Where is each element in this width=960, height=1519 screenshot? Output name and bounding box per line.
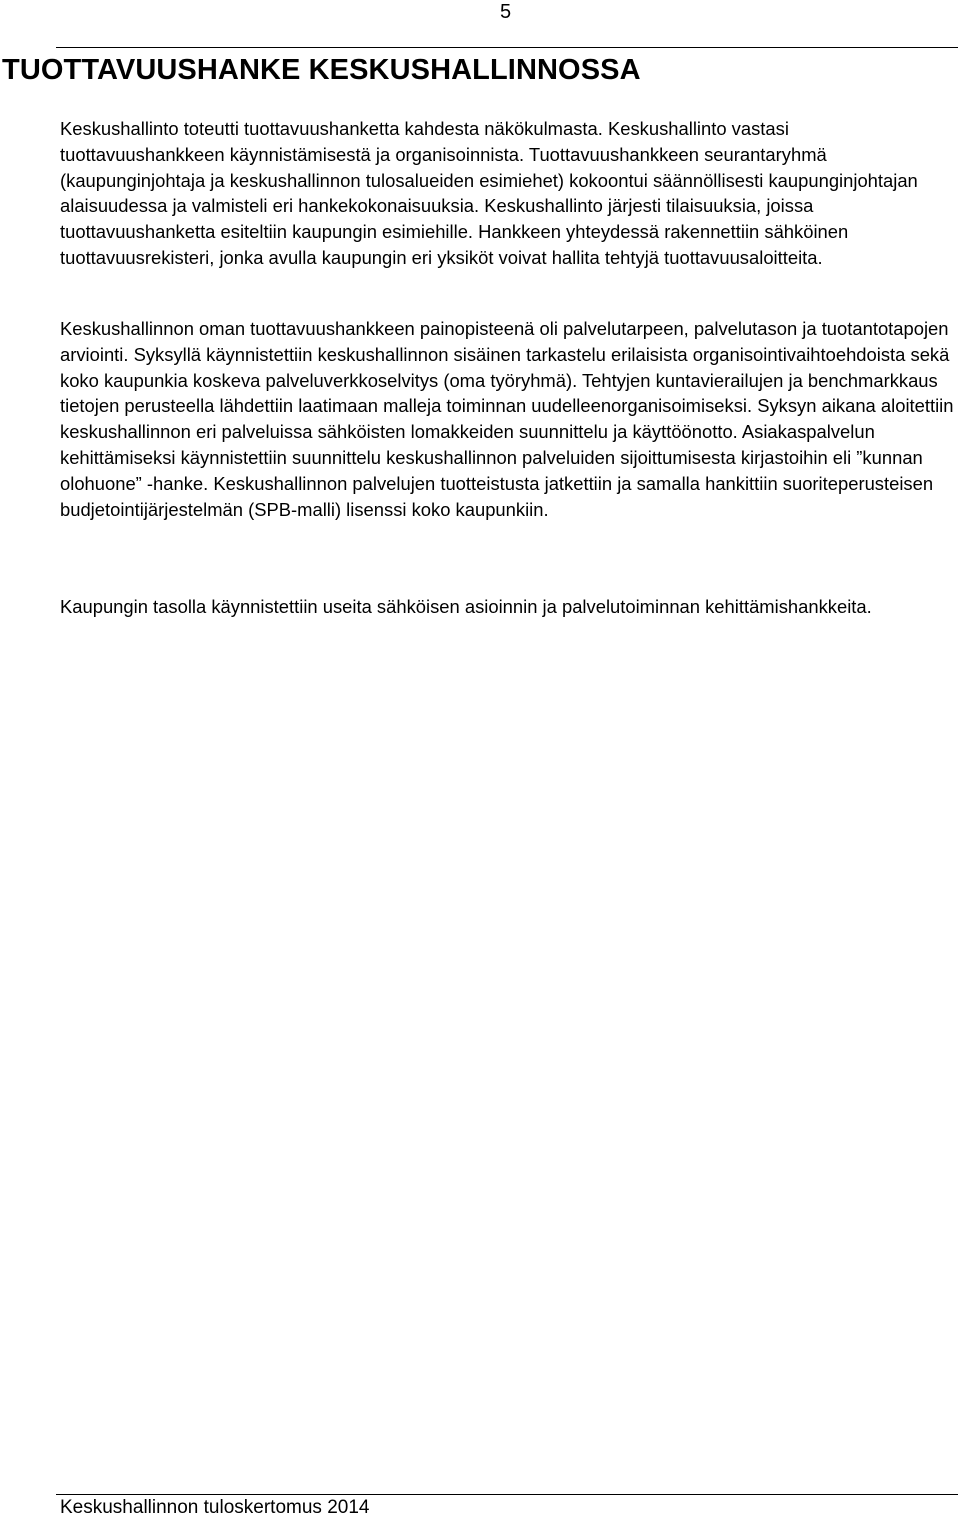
paragraph-text: Keskushallinto toteutti tuottavuushanketta kahdesta näkökulmasta. Keskushallinto vastasi tuottavuushankkeen käynnistämisestä ja organisoinnista. Tuottavuushankkeen seurantaryhmä (kaupunginjohtaja ja keskushallinnon tulosalueiden esimiehet) kokoontui säännöllisesti kaupunginjohtajan alaisuudessa ja valmisteli eri hankekokonaisuuksia. Keskushallinto järjesti tilaisuuksia, joissa tuottavuushanketta esiteltiin kaupungin esimiehille. Hankkeen yhteydessä rakennettiin sähköinen tuottavuusrekisteri, jonka avulla kaupungin eri yksiköt voivat hallita tehtyjä tuottavuusaloitteita. bbox=[60, 118, 918, 268]
paragraph-1 bbox=[60, 116, 955, 271]
page-number: 5 bbox=[500, 1, 512, 23]
footer-text: Keskushallinnon tuloskertomus 2014 bbox=[60, 1497, 370, 1518]
paragraph-text: Keskushallinnon oman tuottavuushankkeen painopisteenä oli palvelutarpeen, palvelutason ja tuotantotapojen arviointi. Syksyllä käynnistettiin keskushallinnon sisäinen tarkastelu erilaisista organisointivaihtoehdoista sekä koko kaupunkia koskeva palveluverkkoselvitys (oma työryhmä). Tehtyjen kuntavierailujen ja benchmarkkaus tietojen perusteella lähdettiin laatimaan malleja toiminnan uudelleenorganisoimiseksi. Syksyn aikana aloitettiin keskushallinnon eri palveluissa sähköisten lomakkeiden suunnittelu ja käyttöönotto. Asiakaspalvelun kehittämiseksi käynnistettiin suunnittelu keskushallinnon palveluiden sijoittumisesta kirjastoihin eli ”kunnan olohuone” -hanke. Keskushallinnon palvelujen tuotteistusta jatkettiin ja samalla hankittiin suoriteperusteisen budjetointijärjestelmän (SPB-malli) lisenssi koko kaupunkiin. bbox=[60, 318, 954, 520]
paragraph-text: Kaupungin tasolla käynnistettiin useita sähköisen asioinnin ja palvelutoiminnan kehittämishankkeita. bbox=[60, 596, 872, 617]
page-title: TUOTTAVUUSHANKE KESKUSHALLINNOSSA bbox=[2, 54, 641, 86]
header-rule bbox=[56, 47, 958, 48]
footer-rule bbox=[56, 1494, 958, 1495]
paragraph-2 bbox=[60, 316, 955, 522]
paragraph-3 bbox=[60, 594, 955, 620]
